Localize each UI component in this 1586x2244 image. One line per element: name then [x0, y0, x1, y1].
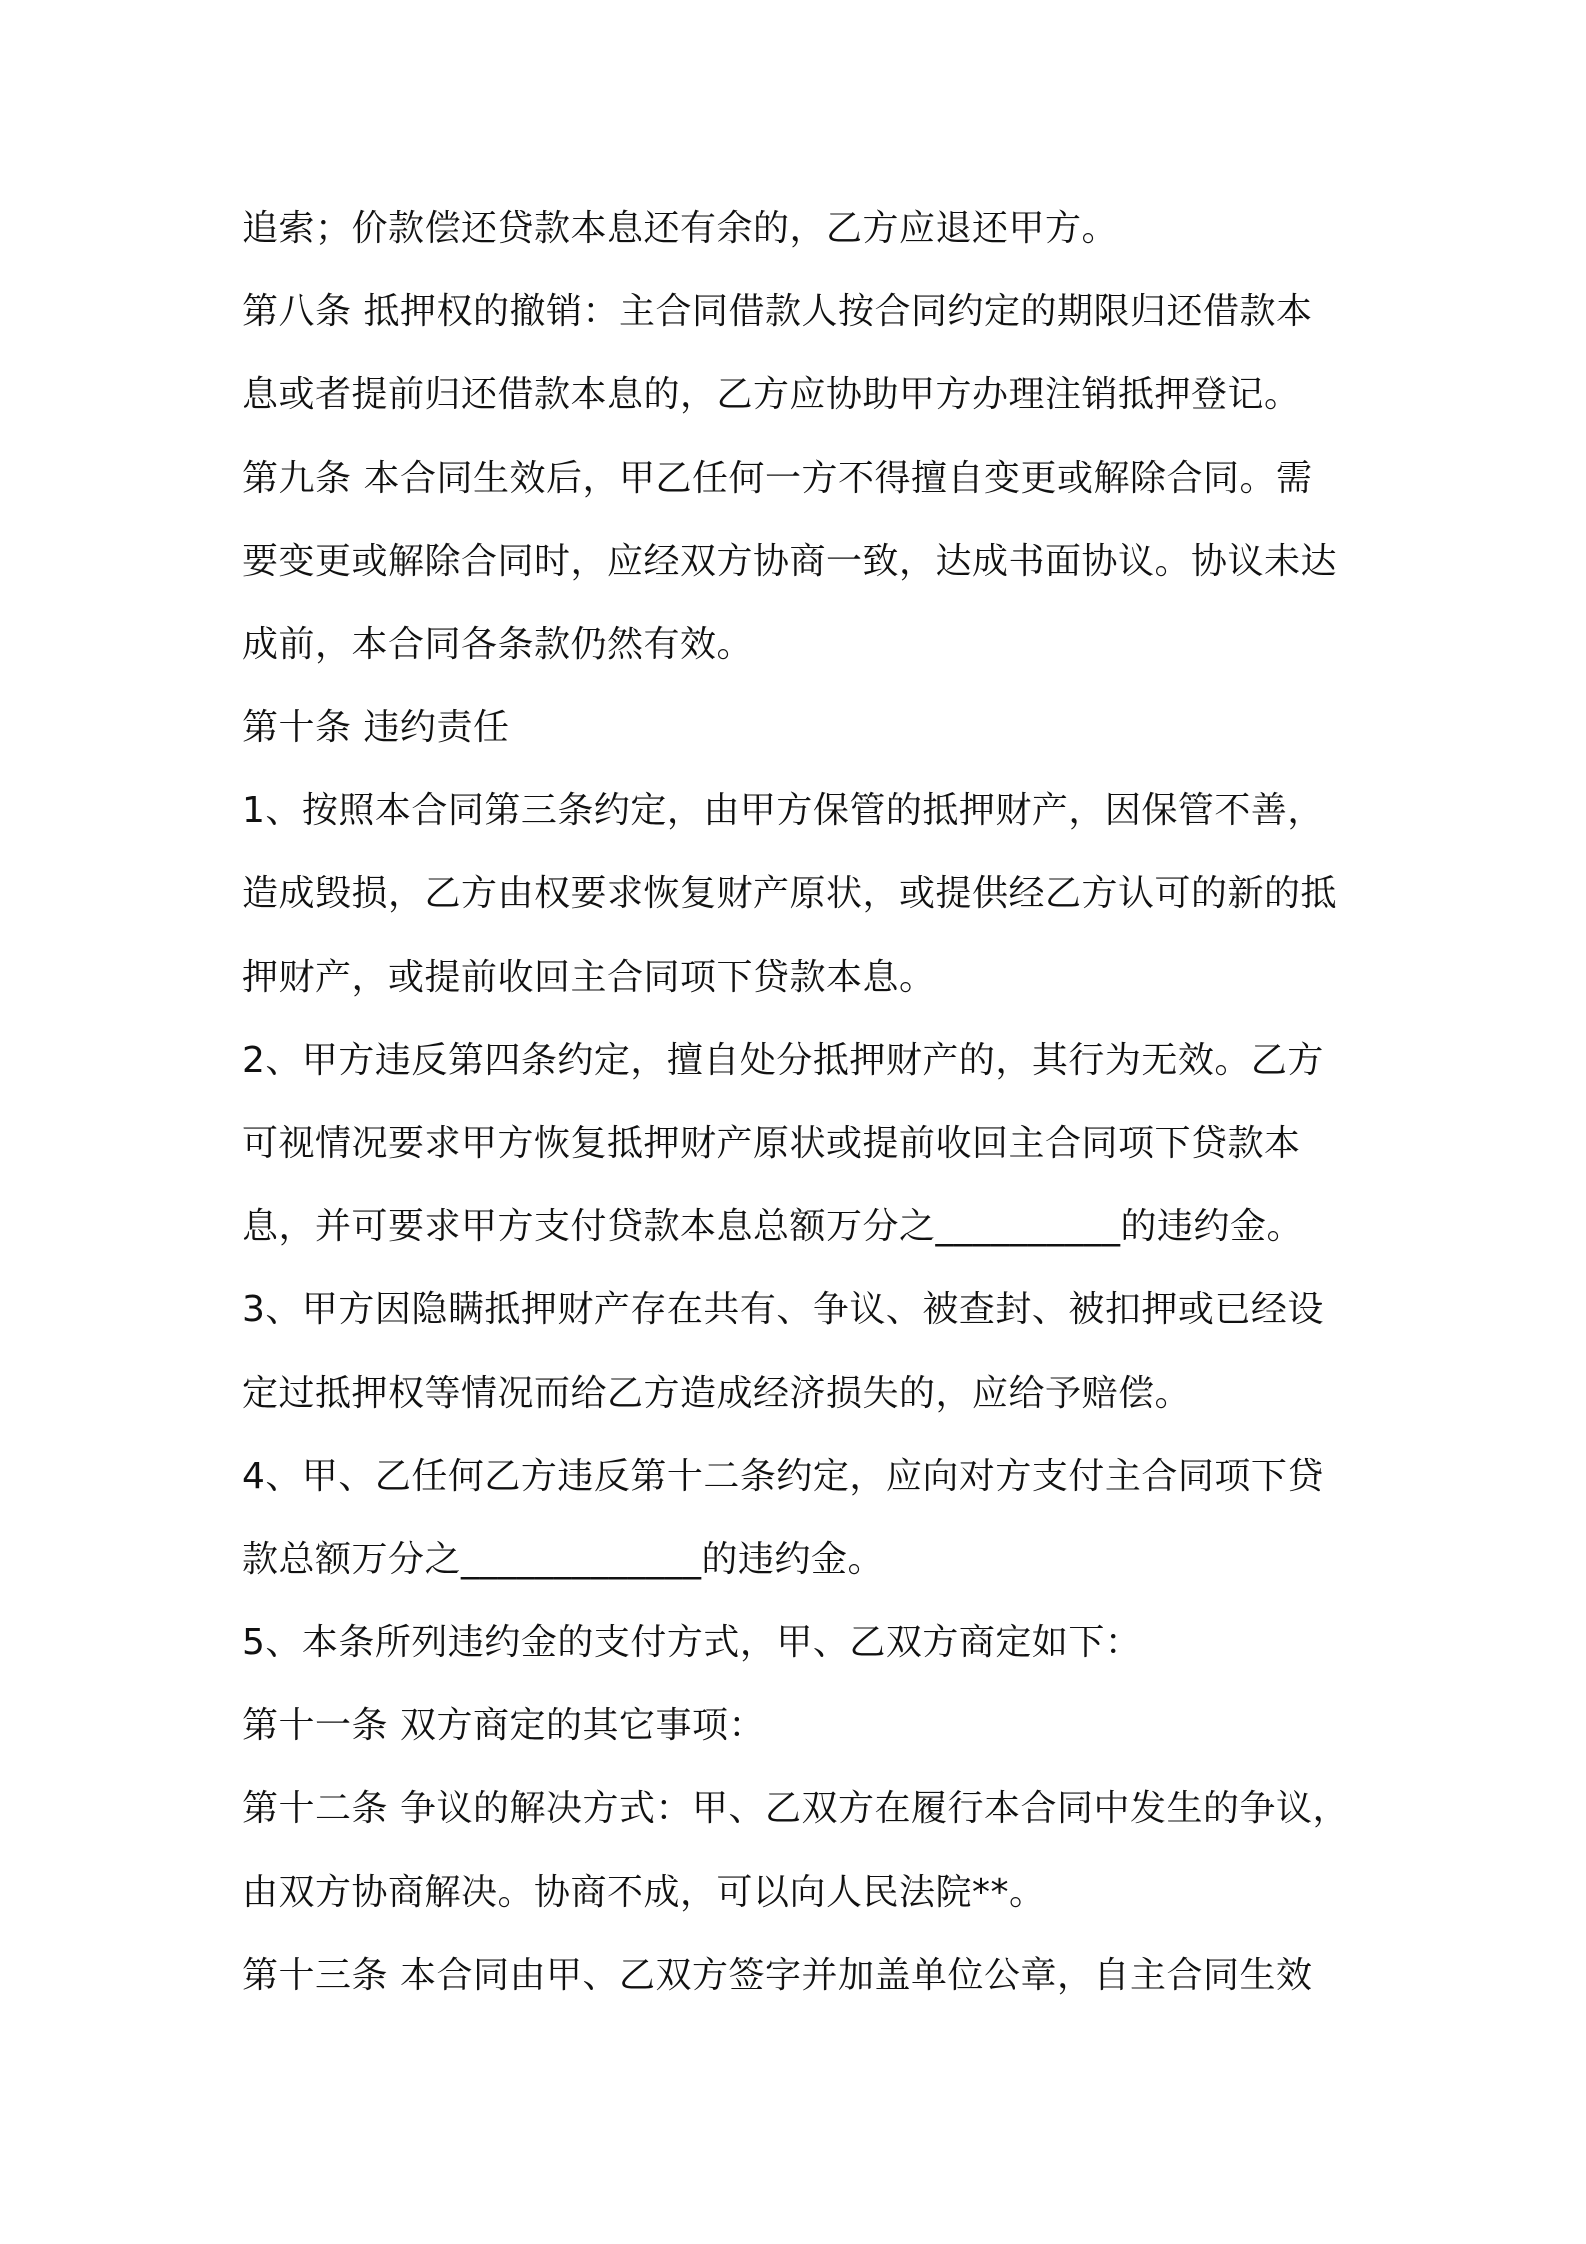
- text-line: 息或者提前归还借款本息的，乙方应协助甲方办理注销抵押登记。: [242, 374, 1301, 415]
- text-line: 由双方协商解决。协商不成，可以向人民法院**。: [242, 1872, 1046, 1913]
- text-line: 2、甲方违反第四条约定，擅自处分抵押财产的，其行为无效。乙方: [242, 1040, 1324, 1081]
- text-line: 1、按照本合同第三条约定，由甲方保管的抵押财产，因保管不善，: [242, 790, 1324, 831]
- text-line: 第十条 违约责任: [242, 707, 510, 748]
- text-line: 息，并可要求甲方支付贷款本息总额万分之__________的违约金。: [242, 1206, 1304, 1247]
- text-line: 追索；价款偿还贷款本息还有余的，乙方应退还甲方。: [242, 208, 1119, 249]
- text-line: 5、本条所列违约金的支付方式，甲、乙双方商定如下：: [242, 1622, 1142, 1663]
- text-line: 第九条 本合同生效后，甲乙任何一方不得擅自变更或解除合同。需: [242, 458, 1313, 499]
- text-line: 4、甲、乙任何乙方违反第十二条约定，应向对方支付主合同项下贷: [242, 1456, 1324, 1497]
- text-line: 第十二条 争议的解决方式：甲、乙双方在履行本合同中发生的争议，: [242, 1788, 1349, 1829]
- text-line: 第十一条 双方商定的其它事项：: [242, 1705, 765, 1746]
- text-line: 成前，本合同各条款仍然有效。: [242, 624, 754, 665]
- text-line: 3、甲方因隐瞒抵押财产存在共有、争议、被查封、被扣押或已经设: [242, 1289, 1324, 1330]
- text-line: 第十三条 本合同由甲、乙双方签字并加盖单位公章，自主合同生效: [242, 1955, 1313, 1996]
- text-line: 定过抵押权等情况而给乙方造成经济损失的，应给予赔偿。: [242, 1373, 1192, 1414]
- text-line: 可视情况要求甲方恢复抵押财产原状或提前收回主合同项下贷款本: [242, 1123, 1301, 1164]
- text-line: 押财产，或提前收回主合同项下贷款本息。: [242, 957, 936, 998]
- text-line: 造成毁损，乙方由权要求恢复财产原状，或提供经乙方认可的新的抵: [242, 873, 1338, 914]
- text-line: 要变更或解除合同时，应经双方协商一致，达成书面协议。协议未达: [242, 541, 1338, 582]
- text-line: 款总额万分之_____________的违约金。: [242, 1539, 885, 1580]
- text-line: 第八条 抵押权的撤销：主合同借款人按合同约定的期限归还借款本: [242, 291, 1313, 332]
